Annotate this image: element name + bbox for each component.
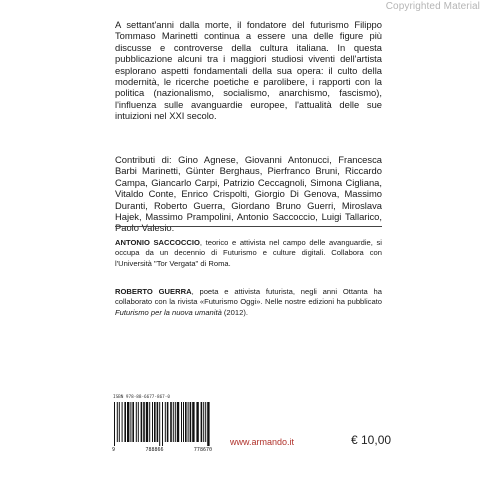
- cover-blurb: A settant'anni dalla morte, il fondatore del futurismo Filippo Tommaso Marinetti continua a essere una delle figure più discusse e controverse della cultura italiana. In questa pubblicazione alcuni tra i maggiori studiosi viventi dell'artista esplorano aspetti fondamentali della sua opera: il culto della modernità, le ricerche poetiche e parolibere, i rapporti con la politica (nazionalismo, socialismo, anarchismo, fascismo), l'influenza sulle avanguardie europee, l'attualità delle sue intuizioni nel XXI secolo.: [115, 19, 382, 122]
- barcode-bar: [127, 402, 129, 442]
- barcode-bar: [141, 402, 143, 442]
- barcode-bar: [185, 402, 187, 442]
- barcode-bar: [154, 402, 156, 442]
- barcode-bar: [203, 402, 204, 442]
- barcode-digit-group: 788866: [145, 447, 164, 453]
- barcode-digits: [112, 447, 212, 453]
- contributors-list: Contributi di: Gino Agnese, Giovanni Antonucci, Francesca Barbi Marinetti, Günter Berghaus, Pierfranco Bruni, Riccardo Campa, Giancarlo Carpi, Patrizio Ceccagnoli, Simona Cigliana, Vitaldo Conte, Enrico Crispolti, Giorgio Di Genova, Massimo Duranti, Roberto Guerra, Giordano Bruno Guerri, Miroslava Hajek, Massimo Prampolini, Antonio Saccoccio, Luigi Tallarico, Paolo Valesio.: [115, 154, 382, 234]
- barcode-bar: [138, 402, 139, 442]
- barcode-bar: [143, 402, 145, 442]
- book-title: Futurismo per la nuova umanità: [115, 307, 222, 317]
- isbn-number: ISBN 978-88-6677-867-0: [113, 395, 170, 400]
- barcode-bar: [175, 402, 176, 442]
- author-name: ANTONIO SACCOCCIO: [115, 238, 200, 247]
- author-bio-guerra: [115, 287, 382, 318]
- barcode-bar: [149, 402, 150, 442]
- copyright-watermark: Copyrighted Material: [385, 1, 480, 12]
- barcode-bar: [114, 402, 115, 446]
- author-bio-saccoccio: [115, 238, 382, 269]
- barcode-bar: [183, 402, 184, 442]
- barcode-bar: [207, 402, 209, 446]
- author-bio-text: , poeta e attivista futurista, negli anni Ottanta ha collaborato con la rivista «Futurismo Oggi». Nelle nostre edizioni ha pubblicato: [115, 287, 382, 307]
- barcode-bar: [165, 402, 166, 442]
- barcode: [112, 402, 212, 446]
- barcode-bar: [192, 402, 194, 442]
- barcode-bar: [117, 402, 118, 442]
- isbn-barcode-block: [112, 395, 216, 457]
- barcode-bar: [136, 402, 137, 442]
- barcode-bar: [173, 402, 174, 442]
- barcode-bar: [177, 402, 179, 442]
- barcode-bar: [124, 402, 126, 442]
- publisher-url: www.armando.it: [230, 437, 295, 447]
- barcode-bar: [130, 402, 131, 442]
- barcode-bar: [196, 402, 198, 442]
- barcode-bar: [188, 402, 189, 442]
- price-label: € 10,00: [351, 433, 392, 447]
- barcode-bar: [132, 402, 134, 442]
- author-bio-text: , teorico e attivista nel campo delle avanguardie, si occupa da un decennio di Futurismo e culture digitali. Collabora con l'Università "Tor Vergata" di Roma.: [115, 238, 382, 268]
- barcode-bar: [205, 402, 206, 442]
- barcode-bar: [122, 402, 123, 442]
- barcode-bar: [157, 402, 159, 442]
- barcode-bar: [159, 402, 160, 446]
- barcode-bar: [146, 402, 148, 442]
- barcode-digit-group: 778670: [193, 447, 212, 453]
- author-bio-text: (2012).: [221, 307, 248, 317]
- author-name: ROBERTO GUERRA: [115, 287, 192, 296]
- barcode-bar: [152, 402, 153, 442]
- barcode-bar: [190, 402, 192, 442]
- barcode-bar: [181, 402, 182, 442]
- barcode-bar: [119, 402, 120, 442]
- barcode-bar: [167, 402, 169, 442]
- barcode-bar: [201, 402, 203, 442]
- barcode-bar: [162, 402, 163, 446]
- barcode-bar: [170, 402, 172, 442]
- barcode-digit-group: 9: [112, 447, 116, 453]
- divider-rule: [115, 226, 382, 227]
